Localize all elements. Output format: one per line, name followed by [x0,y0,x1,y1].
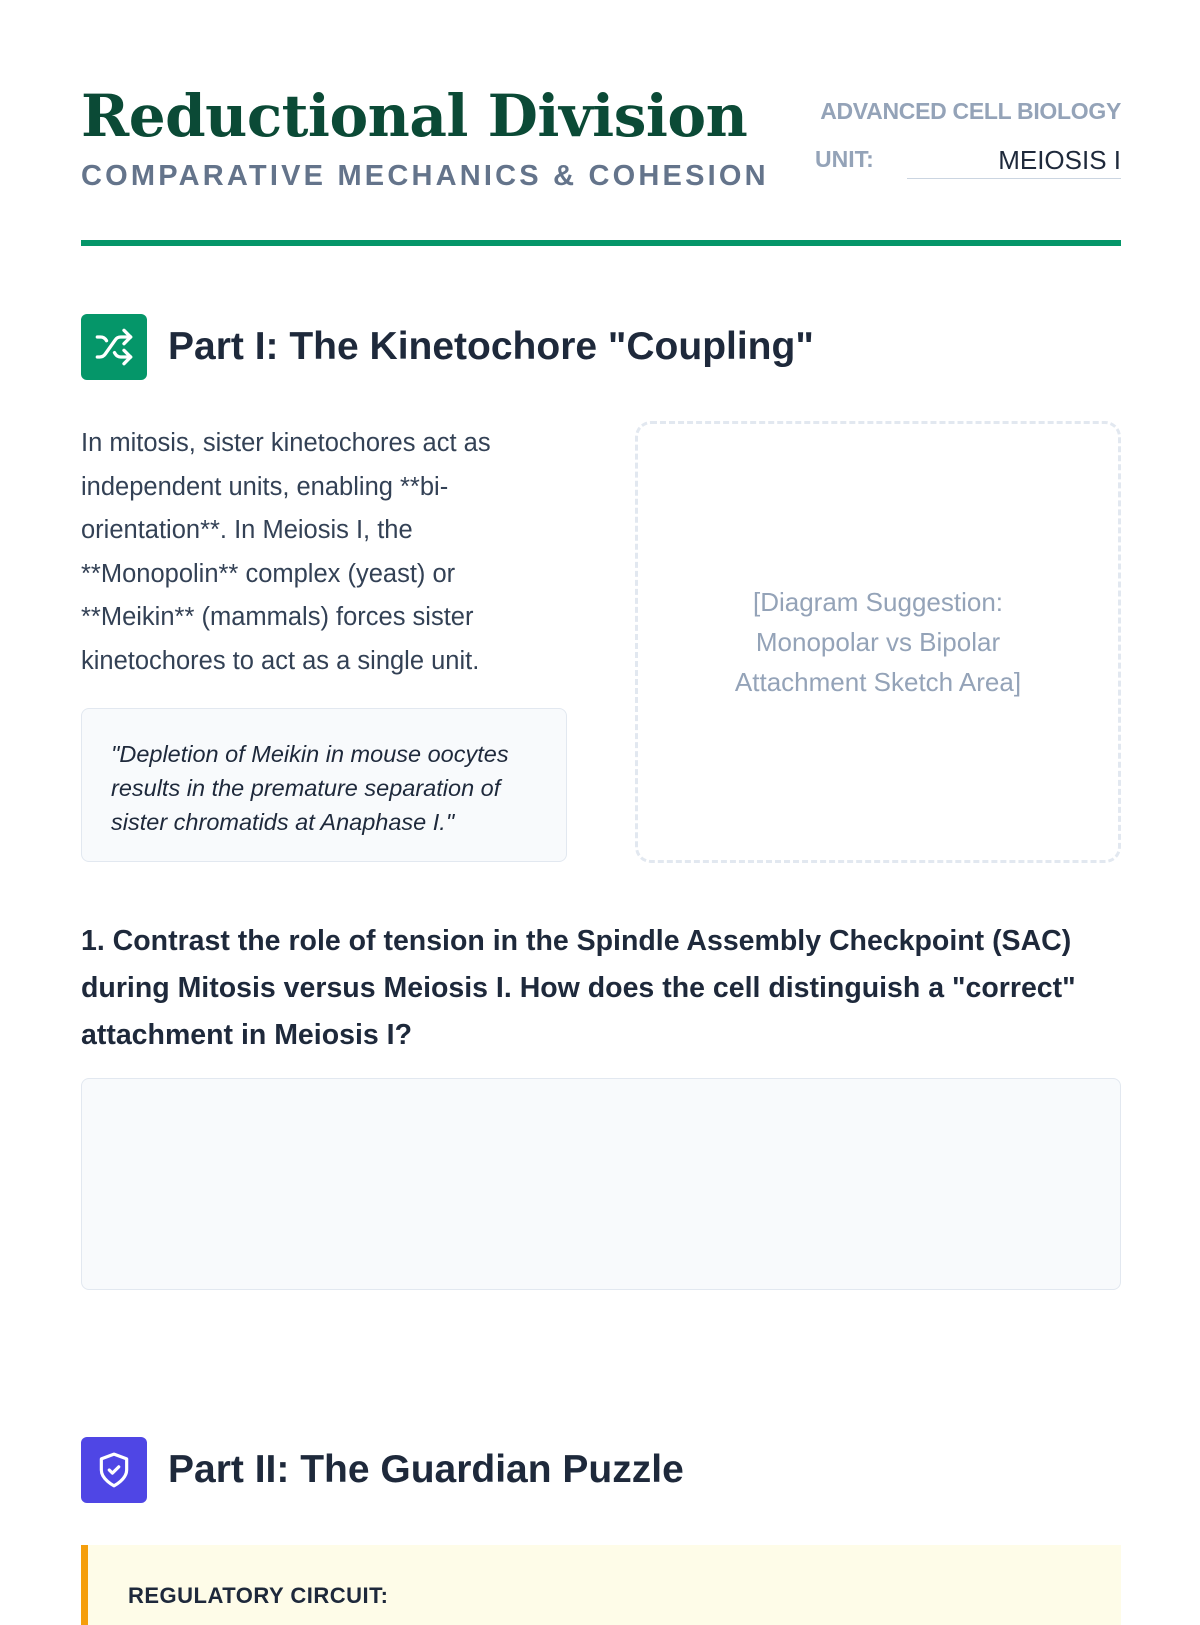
unit-field[interactable]: MEIOSIS I [907,138,1121,179]
unit-label: UNIT: [815,146,874,172]
page-subtitle: COMPARATIVE MECHANICS & COHESION [81,160,769,192]
question-1: 1. Contrast the role of tension in the Spindle Assembly Checkpoint (SAC) during Mitosis versus Meiosis I. How does the cell distinguish a "correct" attachment in Meiosis I? [81,925,1076,1051]
part1-intro: In mitosis, sister kinetochores act as independent units, enabling **bi-orientation**. In Meiosis I, the **Monopolin** complex (yeast) or **Meikin** (mammals) forces sister kinetochores to act as a single unit. [81,429,491,675]
page-title: Reductional Division [81,82,748,150]
part1-heading [81,314,1121,380]
header-divider [81,240,1121,246]
page-header [81,82,1121,202]
course-meta [815,98,1121,198]
shield-check-icon [81,1437,147,1503]
part1-title: Part I: The Kinetochore "Coupling" [168,325,814,368]
answer-box-1[interactable] [81,1078,1121,1290]
regulatory-callout [81,1545,1121,1625]
part2-title: Part II: The Guardian Puzzle [168,1448,684,1491]
diagram-sketch-area[interactable] [635,421,1121,863]
course-name: ADVANCED CELL BIOLOGY [820,98,1121,124]
shuffle-icon [81,314,147,380]
research-quote: "Depletion of Meikin in mouse oocytes results in the premature separation of sister chromatids at Anaphase I." [81,708,567,862]
callout-label: REGULATORY CIRCUIT: [128,1583,389,1608]
part2-heading [81,1437,1121,1503]
diagram-placeholder-text: [Diagram Suggestion: Monopolar vs Bipolar Attachment Sketch Area] [734,587,1022,697]
